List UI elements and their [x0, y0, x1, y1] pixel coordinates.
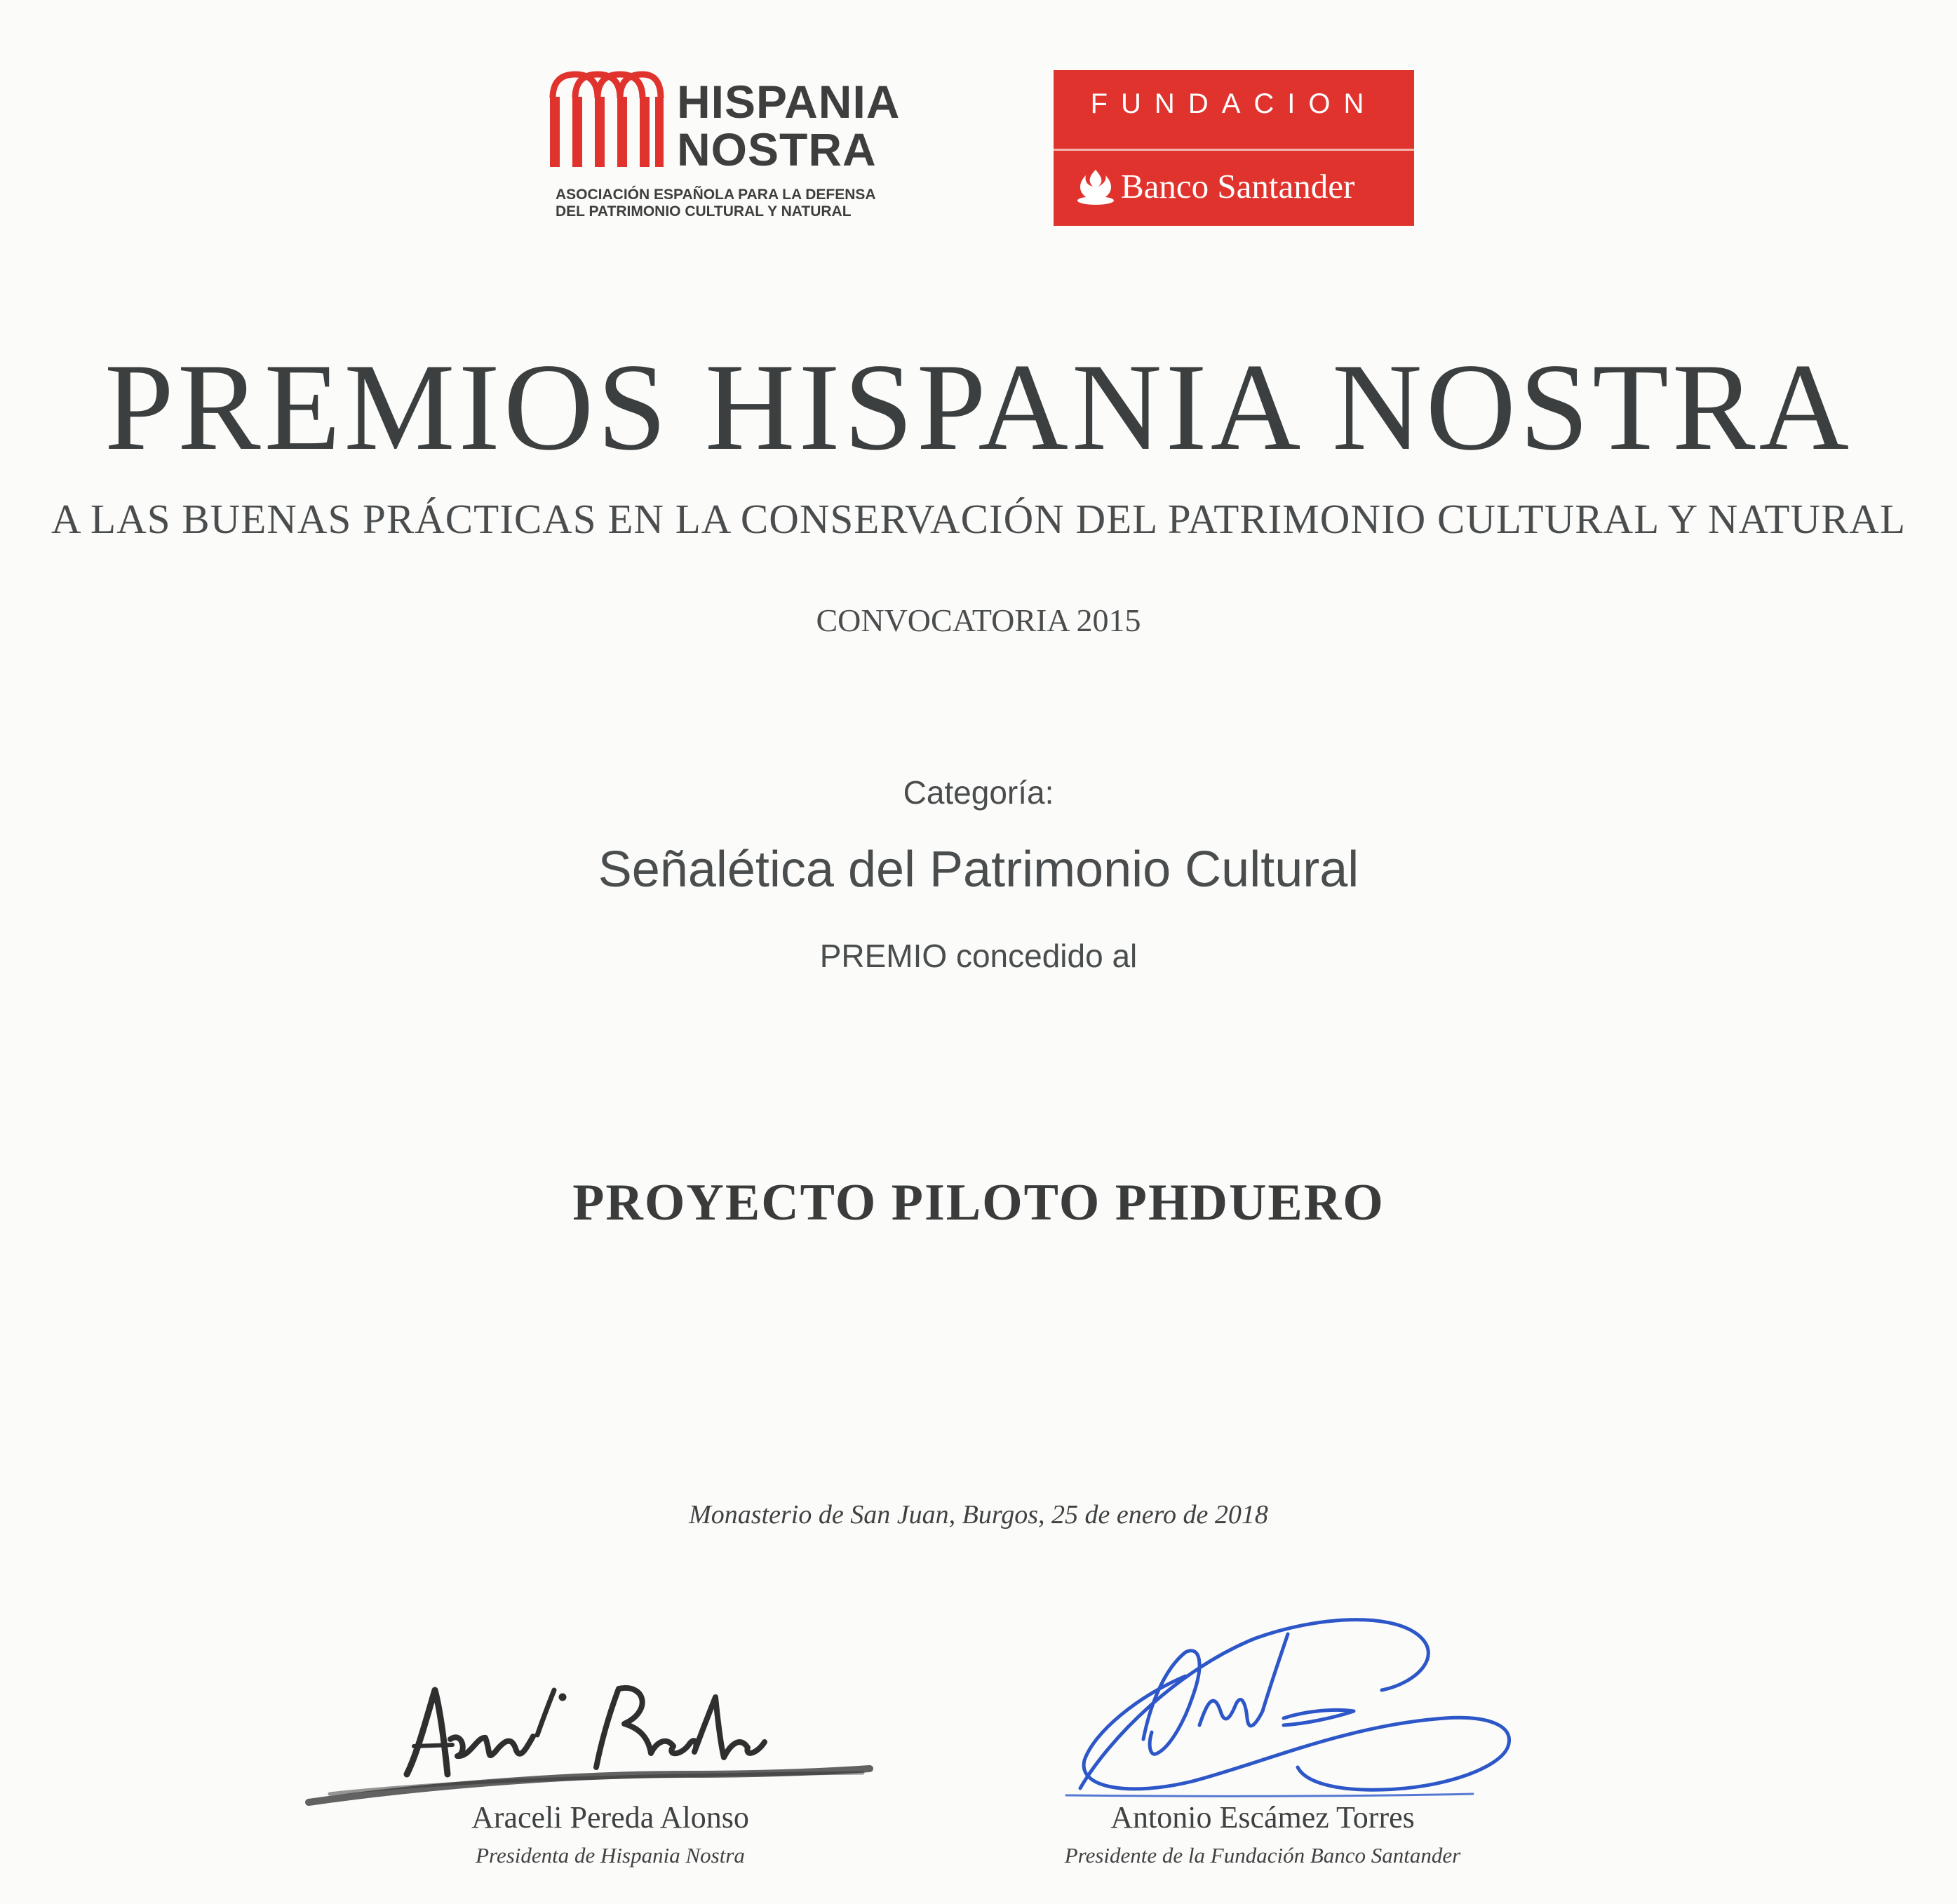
place-and-date: Monasterio de San Juan, Burgos, 25 de enero de 2018: [689, 1500, 1268, 1530]
fundacion-label: FUNDACION: [1090, 88, 1378, 119]
hispania-nostra-tagline-line2: DEL PATRIMONIO CULTURAL Y NATURAL: [556, 203, 852, 220]
award-line: PREMIO concedido al: [819, 938, 1138, 974]
convocatoria-year: CONVOCATORIA 2015: [816, 602, 1141, 638]
signature-antonio-escamez: [1052, 1613, 1529, 1823]
hispania-nostra-name-line1: HISPANIA: [677, 76, 901, 128]
hispania-nostra-logo: [547, 70, 926, 231]
signer-role-left: Presidenta de Hispania Nostra: [476, 1843, 745, 1868]
arches-icon: [547, 70, 666, 168]
certificate-subtitle: A LAS BUENAS PRÁCTICAS EN LA CONSERVACIÓN DEL PATRIMONIO CULTURAL Y NATURAL: [51, 496, 1906, 542]
certificate-title: PREMIOS HISPANIA NOSTRA: [104, 337, 1853, 476]
signature-araceli-pereda: [302, 1669, 877, 1809]
signer-role-right: Presidente de la Fundación Banco Santander: [1064, 1843, 1461, 1868]
hispania-nostra-name-line2: NOSTRA: [677, 123, 877, 175]
banco-santander-label: Banco Santander: [1121, 167, 1355, 205]
category-value: Señalética del Patrimonio Cultural: [598, 842, 1359, 898]
logo-divider: [1054, 149, 1414, 151]
signer-name-left: Araceli Pereda Alonso: [471, 1800, 749, 1835]
signer-name-right: Antonio Escámez Torres: [1110, 1800, 1415, 1835]
hispania-nostra-tagline-line1: ASOCIACIÓN ESPAÑOLA PARA LA DEFENSA: [556, 187, 876, 203]
category-label: Categoría:: [903, 774, 1054, 811]
fundacion-banco-santander-logo: [1054, 70, 1414, 226]
flame-icon: [1073, 168, 1118, 206]
winner-name: PROYECTO PILOTO PHDUERO: [572, 1174, 1385, 1231]
